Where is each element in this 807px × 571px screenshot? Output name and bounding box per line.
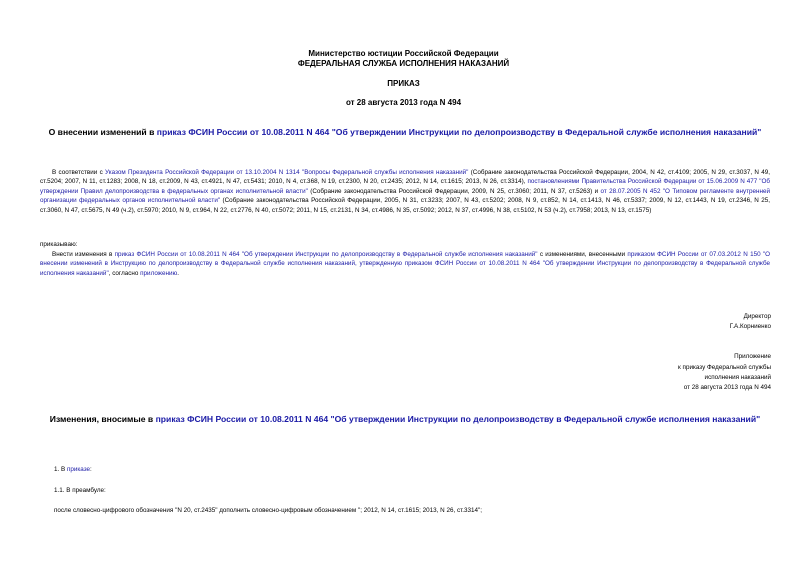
item-1 bbox=[54, 465, 92, 474]
preamble-text-3: (Собрание законодательства Российской Федерации, 2009, N 25, ст.3060; 2011, N 37, ст.5263) и bbox=[307, 187, 601, 195]
item-1-1: 1.1. В преамбуле: bbox=[54, 487, 106, 494]
document-date-number: от 28 августа 2013 года N 494 bbox=[345, 98, 462, 107]
order-paragraph bbox=[40, 250, 770, 278]
preamble-paragraph bbox=[40, 168, 770, 215]
document-title bbox=[40, 127, 770, 138]
document-type: ПРИКАЗ bbox=[387, 79, 420, 88]
order-text-4: . bbox=[177, 269, 179, 277]
item-1-link[interactable]: приказе bbox=[66, 466, 91, 473]
appendix-line-2: к приказу Федеральной службы bbox=[678, 364, 771, 371]
item-1-1-text: после словесно-цифрового обозначения "N 20, ст.2435" дополнить словесно-цифровым обозначением "; 2012, N 14, ст.1615; 2013, N 26, ст.3314"; bbox=[54, 507, 483, 514]
order-word: приказываю: bbox=[40, 241, 78, 248]
changes-title-link[interactable]: приказ ФСИН России от 10.08.2011 N 464 "Об утверждении Инструкции по делопроизводству в Федеральной службе исполнения наказаний" bbox=[155, 414, 761, 424]
signature-name: Г.А.Корниенко bbox=[729, 323, 771, 330]
preamble-link-decree[interactable]: Указом Президента Российской Федерации от 13.10.2004 N 1314 "Вопросы Федеральной службы исполнения наказаний" bbox=[105, 169, 469, 176]
appendix-line-3: исполнения наказаний bbox=[704, 374, 771, 381]
preamble-text-4: (Собрание законодательства Российской Федерации, 2005, N 31, ст.3233; 2007, N 43, ст.5202; 2008, N 9, ст.852, N 14, ст.1413, N 46, ст.5337; 2009, N 12, ст.1443, N 19, ст.2346, N 25, ст.3060, N 47, ст.5675, N 49 (ч.2), ст.5970; 2010, N 9, ст.964, N 22, ст.2776, N 40, ст.5072; 2011, N 15, ст.2131, N 34, ст.4986, N 35, ст.5092; 2012, N 37, ст.4996, N 38, ст.5102, N 53 (ч.2), ст.7958; 2013, N 13, ст.1575) bbox=[40, 197, 771, 214]
changes-title-prefix: Изменения, вносимые в bbox=[49, 414, 156, 424]
appendix-label: Приложение bbox=[734, 353, 771, 360]
title-prefix: О внесении изменений в bbox=[48, 127, 157, 137]
order-link-464[interactable]: приказ ФСИН России от 10.08.2011 N 464 "Об утверждении Инструкции по делопроизводству в Федеральной службе исполнения наказаний" bbox=[114, 251, 538, 258]
preamble-text-1: В соответствии с bbox=[52, 169, 106, 176]
service-name: ФЕДЕРАЛЬНАЯ СЛУЖБА ИСПОЛНЕНИЯ НАКАЗАНИЙ bbox=[297, 59, 510, 68]
item-1-text: 1. В bbox=[54, 466, 67, 473]
order-text-3: , согласно bbox=[108, 269, 141, 277]
signature-position: Директор bbox=[743, 313, 771, 320]
appendix-link[interactable]: приложению bbox=[140, 269, 178, 277]
order-link-150[interactable]: приказом ФСИН России от 07.03.2012 N 150 "О внесении изменений в Инструкцию по делопроизводству в Федеральной службе исполнения наказаний, утвержденную приказом ФСИН России от 10.08.2011 N 464 "Об утверждении Инструкции по делопроизводству в Федеральной службе исполнения наказаний" bbox=[40, 251, 770, 277]
preamble-link-resolution-477[interactable]: постановлениями Правительства Российской Федерации от 15.06.2009 N 477 "Об утверждении Правил делопроизводства в федеральных органах исполнительной власти" bbox=[40, 178, 770, 195]
order-text-1: Внести изменения в bbox=[52, 251, 115, 258]
order-text-2: с изменениями, внесенными bbox=[537, 251, 628, 258]
changes-title bbox=[40, 414, 770, 425]
item-1-tail: : bbox=[90, 466, 92, 473]
appendix-date: от 28 августа 2013 года N 494 bbox=[683, 384, 771, 391]
preamble-text-2: (Собрание законодательства Российской Федерации, 2004, N 42, ст.4109; 2005, N 29, ст.3037, N 49, ст.5204; 2007, N 11, ст.1283; 2008, N 18, ст.2009, N 43, ст.4921, N 47, ст.5431; 2010, N 4, ст.368, N 19, ст.2300, N 20, ст.2435; 2012, N 14, ст.1615; 2013, N 26, ст.3314), bbox=[40, 169, 770, 186]
preamble-link-resolution-452[interactable]: от 28.07.2005 N 452 "О Типовом регламенте внутренней организации федеральных органов исполнительной власти" bbox=[40, 187, 770, 205]
title-order-link[interactable]: приказ ФСИН России от 10.08.2011 N 464 "Об утверждении Инструкции по делопроизводству в Федеральной службе исполнения наказаний" bbox=[156, 127, 762, 137]
ministry-name: Министерство юстиции Российской Федерации bbox=[308, 49, 499, 58]
